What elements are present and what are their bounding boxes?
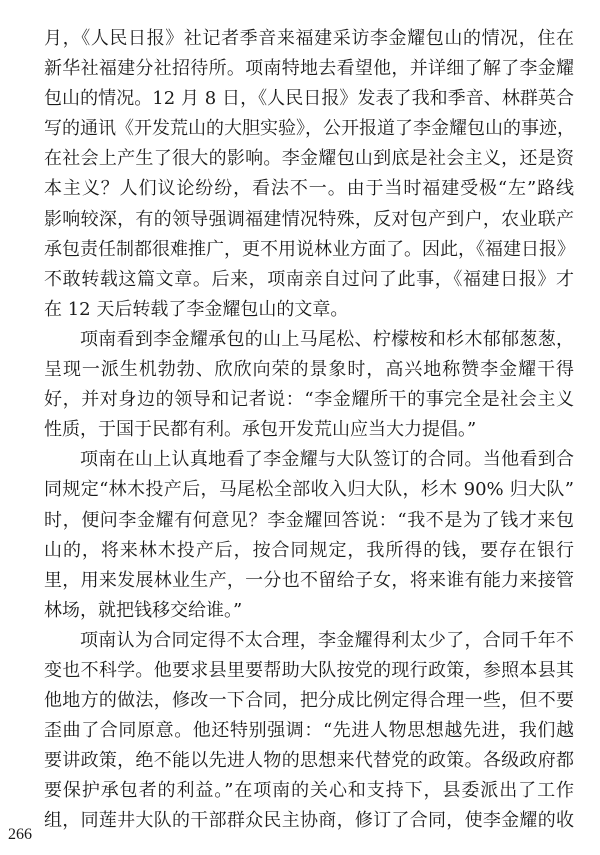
- text-line: 林场，就把钱移交给谁。”: [44, 599, 243, 621]
- book-page: [44, 24, 574, 837]
- text-line: 同规定“林木投产后，马尾松全部收入归大队，杉木 90% 归大队”: [44, 479, 574, 501]
- text-line: 项南在山上认真地看了李金耀与大队签订的合同。当他看到合: [80, 449, 574, 471]
- text-line: 在 12 天后转载了李金耀包山的文章。: [44, 298, 349, 320]
- text-line: 呈现一派生机勃勃、欣欣向荣的景象时，高兴地称赞李金耀干得: [44, 359, 574, 381]
- text-line: 要保护承包者的利益。”在项南的关心和支持下，县委派出了工作: [44, 780, 574, 802]
- page-number: 266: [8, 826, 32, 843]
- paragraph-2: [44, 325, 574, 445]
- paragraph-3: [44, 445, 574, 626]
- text-line: 本主义？人们议论纷纷，看法不一。由于当时福建受极“左”路线: [44, 178, 574, 200]
- text-line: 里，用来发展林业生产，一分也不留给子女，将来谁有能力来接管: [44, 569, 574, 591]
- text-line: 变也不科学。他要求县里要帮助大队按党的现行政策，参照本县其: [44, 659, 574, 681]
- paragraph-4: [44, 626, 574, 837]
- text-line: 新华社福建分社招待所。项南特地去看望他，并详细了解了李金耀: [44, 58, 574, 80]
- text-line: 歪曲了合同原意。他还特别强调：“先进人物思想越先进，我们越: [44, 720, 574, 742]
- text-line: 性质，于国于民都有利。承包开发荒山应当大力提倡。”: [44, 419, 477, 441]
- text-line: 项南看到李金耀承包的山上马尾松、柠檬桉和杉木郁郁葱葱，: [80, 328, 574, 350]
- text-line: 月，《人民日报》社记者季音来福建采访李金耀包山的情况，住在: [44, 28, 574, 49]
- text-line: 他地方的做法，修改一下合同，把分成比例定得合理一些，但不要: [44, 690, 574, 712]
- text-line: 好，并对身边的领导和记者说：“李金耀所干的事完全是社会主义: [44, 389, 574, 411]
- text-line: 组，同莲井大队的干部群众民主协商，修订了合同，使李金耀的收: [44, 810, 574, 832]
- text-line: 要讲政策，绝不能以先进人物的思想来代替党的政策。各级政府都: [44, 750, 574, 772]
- paragraph-1: [44, 24, 574, 325]
- text-line: 项南认为合同定得不太合理，李金耀得利太少了，合同千年不: [80, 629, 574, 651]
- text-line: 山的，将来林木投产后，按合同规定，我所得的钱，要存在银行: [44, 539, 574, 561]
- text-line: 承包责任制都很难推广，更不用说林业方面了。因此，《福建日报》: [44, 238, 575, 260]
- text-line: 包山的情况。12 月 8 日，《人民日报》发表了我和季音、林群英合: [44, 88, 574, 110]
- text-line: 时，便问李金耀有何意见？李金耀回答说：“我不是为了钱才来包: [44, 509, 574, 531]
- text-line: 影响较深，有的领导强调福建情况特殊，反对包产到户，农业联产: [44, 208, 574, 230]
- text-line: 在社会上产生了很大的影响。李金耀包山到底是社会主义，还是资: [44, 148, 574, 170]
- text-line: 写的通讯《开发荒山的大胆实验》，公开报道了李金耀包山的事迹，: [44, 118, 575, 140]
- text-line: 不敢转载这篇文章。后来，项南亲自过问了此事，《福建日报》才: [44, 268, 574, 290]
